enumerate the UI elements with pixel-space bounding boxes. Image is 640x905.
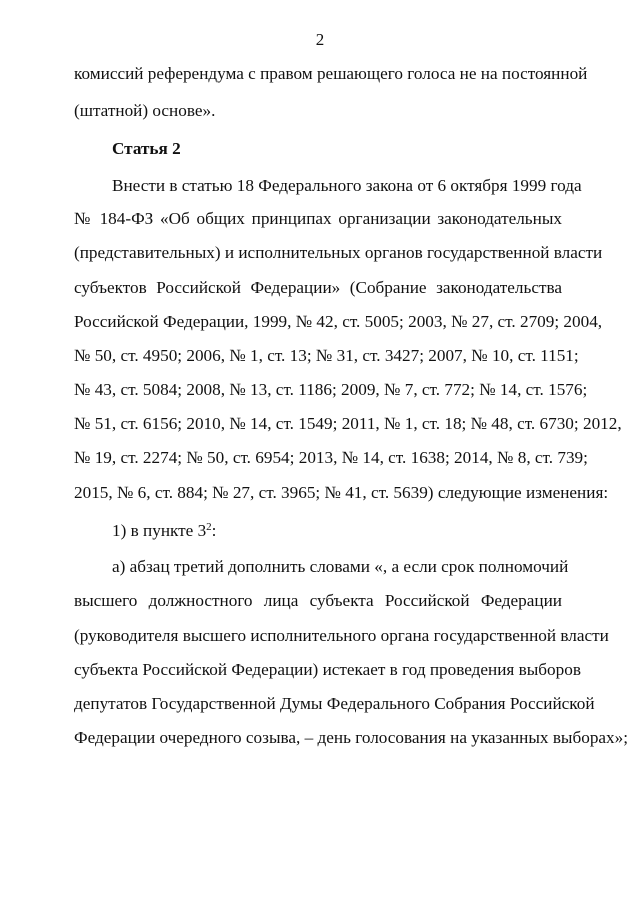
- text-line: № 19, ст. 2274; № 50, ст. 6954; 2013, № 14, ст. 1638; 2014, № 8, ст. 739;: [74, 448, 588, 467]
- text-line: 2015, № 6, ст. 884; № 27, ст. 3965; № 41, ст. 5639) следующие изменения:: [74, 483, 609, 502]
- text-line: депутатов Государственной Думы Федерального Собрания Российской: [74, 694, 595, 713]
- article-heading: Статья 2: [112, 139, 181, 158]
- point-text: 1) в пункте 3: [112, 521, 207, 540]
- text-line: высшего должностного лица субъекта Российской Федерации: [74, 591, 562, 610]
- point-superscript: 2: [206, 521, 212, 533]
- text-line: Федерации очередного созыва, – день голосования на указанных выборах»;: [74, 728, 629, 747]
- point-suffix: :: [211, 521, 217, 540]
- text-line: № 51, ст. 6156; 2010, № 14, ст. 1549; 2011, № 1, ст. 18; № 48, ст. 6730; 2012,: [74, 414, 622, 433]
- text-line: (представительных) и исполнительных органов государственной власти: [74, 243, 603, 262]
- text-line: № 43, ст. 5084; 2008, № 13, ст. 1186; 2009, № 7, ст. 772; № 14, ст. 1576;: [74, 380, 588, 399]
- text-line: № 184-ФЗ «Об общих принципах организации законодательных: [74, 209, 562, 228]
- text-line: субъектов Российской Федерации» (Собрание законодательства: [74, 278, 562, 297]
- point-line: [112, 520, 562, 542]
- page-number: 2: [315, 30, 325, 49]
- text-line: Внести в статью 18 Федерального закона от 6 октября 1999 года: [112, 176, 582, 195]
- text-line: (руководителя высшего исполнительного органа государственной власти: [74, 626, 609, 645]
- text-line: а) абзац третий дополнить словами «, а если срок полномочий: [112, 557, 569, 576]
- text-line: комиссий референдума с правом решающего голоса не на постоянной: [74, 64, 588, 83]
- text-line: субъекта Российской Федерации) истекает в год проведения выборов: [74, 660, 581, 679]
- text-line: Российской Федерации, 1999, № 42, ст. 5005; 2003, № 27, ст. 2709; 2004,: [74, 312, 603, 331]
- text-line: (штатной) основе».: [74, 101, 216, 120]
- text-line: № 50, ст. 4950; 2006, № 1, ст. 13; № 31, ст. 3427; 2007, № 10, ст. 1151;: [74, 346, 579, 365]
